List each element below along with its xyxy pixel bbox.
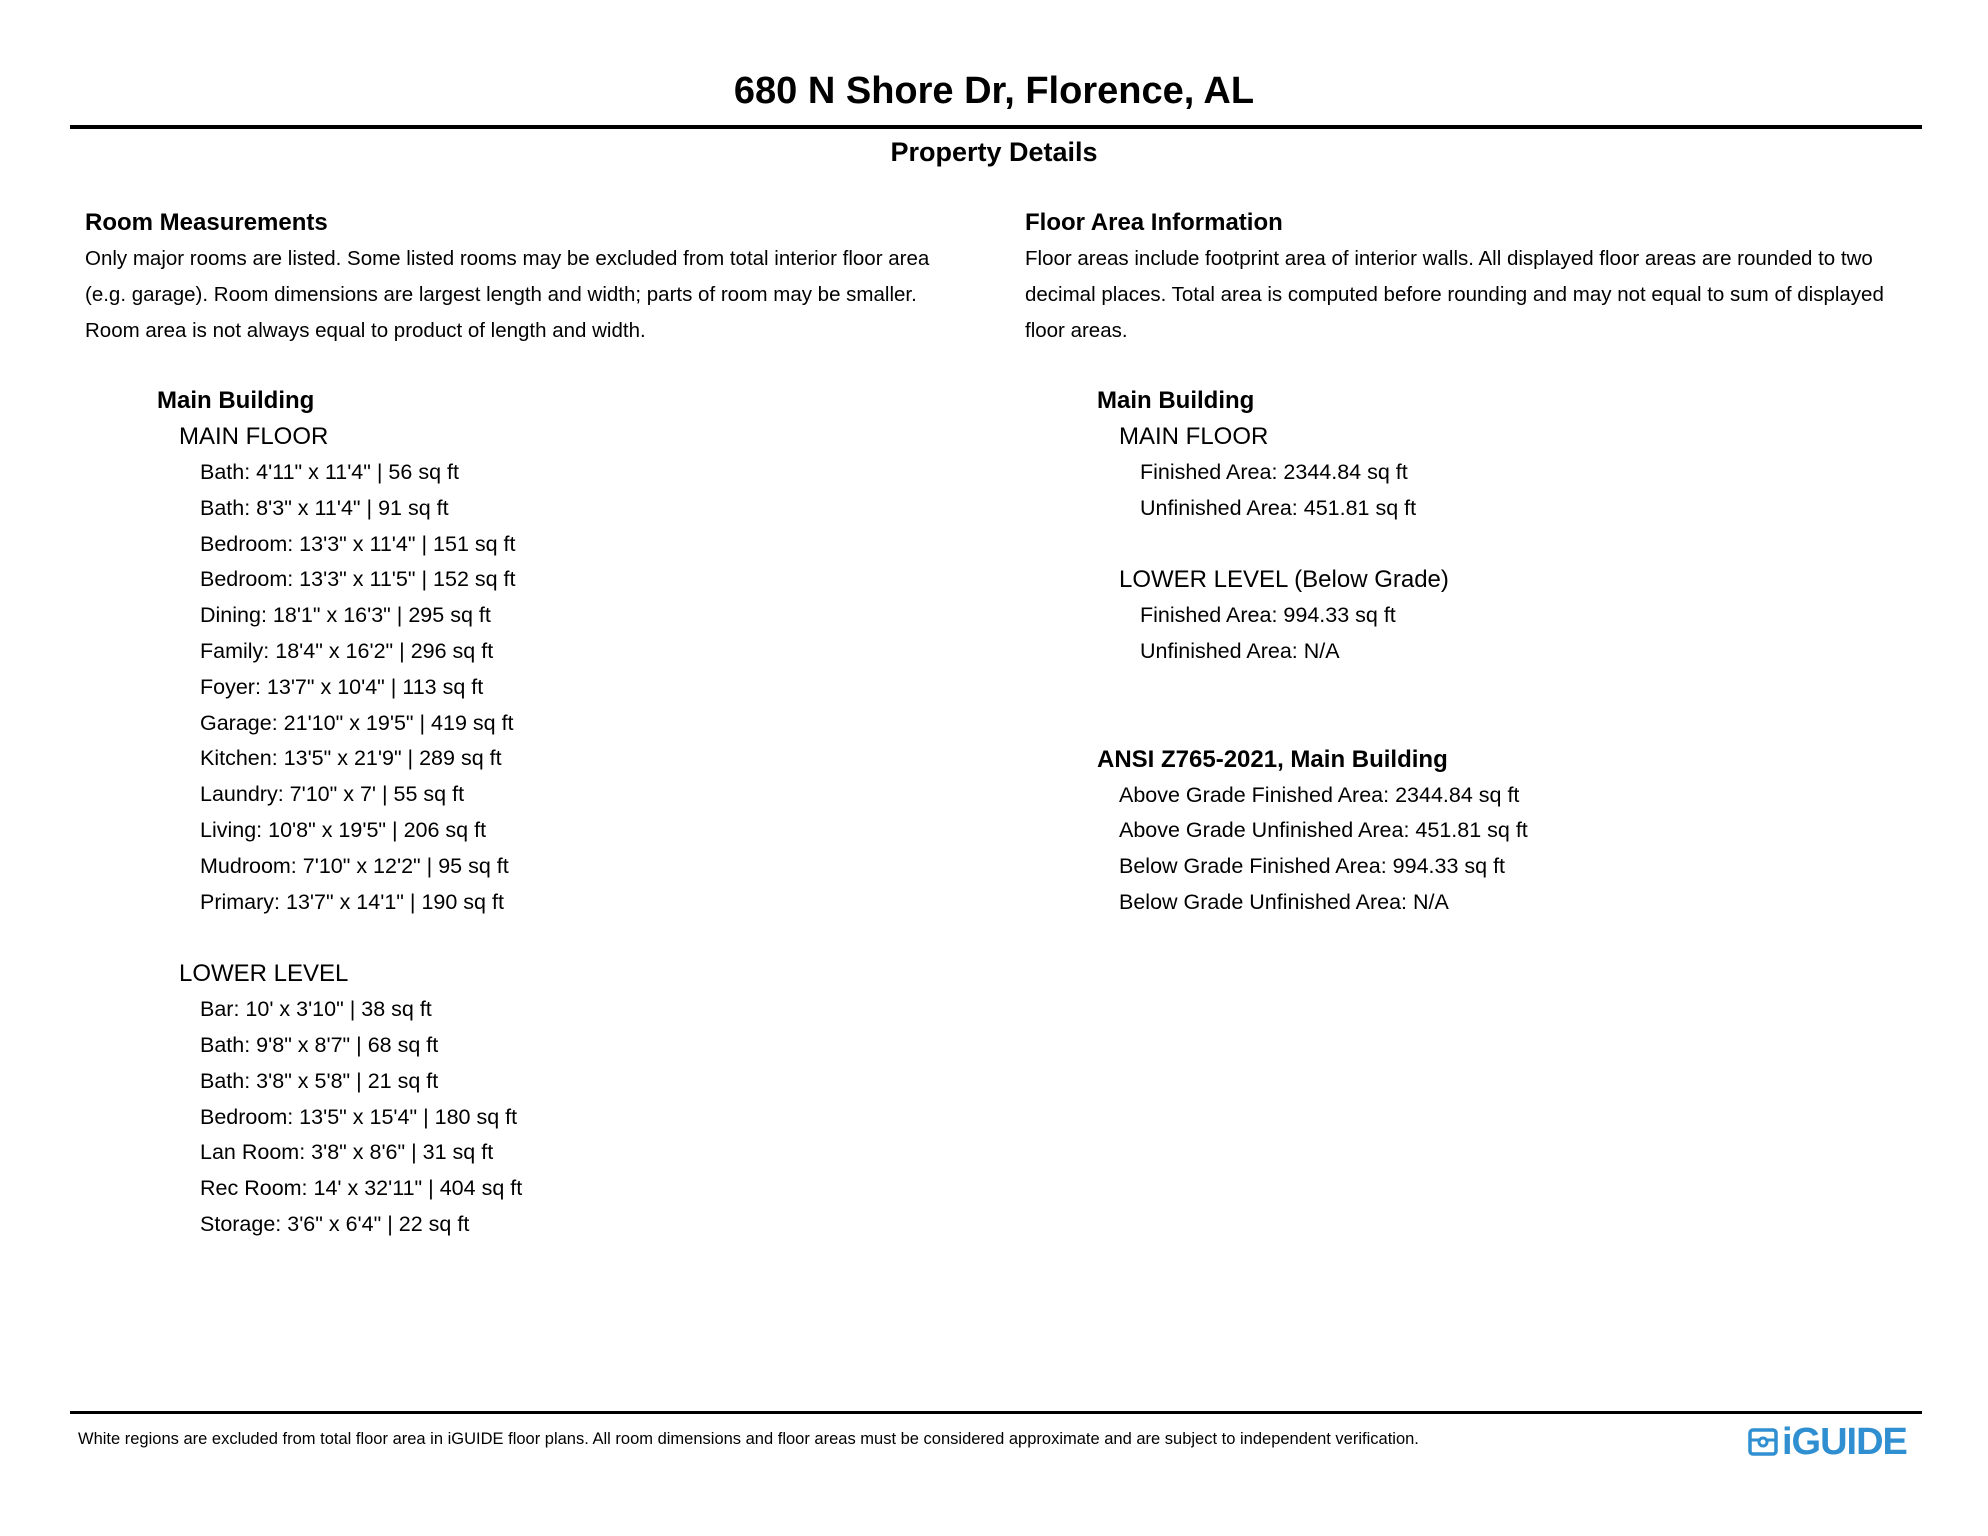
floor-area-heading: Floor Area Information <box>1025 209 1283 236</box>
ansi-item: Below Grade Unfinished Area: N/A <box>1119 889 1449 914</box>
floor-area-description-line: Floor areas include footprint area of interior walls. All displayed floor areas are rounded to two <box>1025 247 1873 270</box>
iguide-logo-icon <box>1748 1427 1782 1457</box>
room-measurements-section <box>85 205 985 1243</box>
spacer <box>85 920 985 956</box>
room-item: Bath: 3'8" x 5'8" | 21 sq ft <box>200 1068 439 1093</box>
room-measurements-description-line: Only major rooms are listed. Some listed rooms may be excluded from total interior floor area <box>85 247 930 270</box>
room-item: Lan Room: 3'8" x 8'6" | 31 sq ft <box>200 1140 494 1165</box>
room-item: Bar: 10' x 3'10" | 38 sq ft <box>200 997 432 1022</box>
room-item: Living: 10'8" x 19'5" | 206 sq ft <box>200 817 487 842</box>
ansi-item: Above Grade Finished Area: 2344.84 sq ft <box>1119 782 1520 807</box>
room-item: Bedroom: 13'3" x 11'5" | 152 sq ft <box>200 567 516 592</box>
room-measurements-description-line: Room area is not always equal to product of length and width. <box>85 319 646 342</box>
room-item: Bath: 8'3" x 11'4" | 91 sq ft <box>200 495 449 520</box>
page-subtitle: Property Details <box>890 137 1098 167</box>
spacer <box>1025 527 1945 563</box>
iguide-logo-text: iGUIDE <box>1782 1421 1907 1463</box>
spacer <box>1025 670 1945 706</box>
building-heading: Main Building <box>1097 387 1255 414</box>
header-divider <box>70 125 1922 129</box>
footer-divider <box>70 1411 1922 1414</box>
room-item: Bedroom: 13'5" x 15'4" | 180 sq ft <box>200 1104 518 1129</box>
area-item: Finished Area: 2344.84 sq ft <box>1140 460 1408 484</box>
room-item: Garage: 21'10" x 19'5" | 419 sq ft <box>200 710 514 735</box>
room-item: Foyer: 13'7" x 10'4" | 113 sq ft <box>200 674 484 699</box>
room-item: Bath: 9'8" x 8'7" | 68 sq ft <box>200 1032 439 1057</box>
room-item: Rec Room: 14' x 32'11" | 404 sq ft <box>200 1176 523 1201</box>
room-item: Bedroom: 13'3" x 11'4" | 151 sq ft <box>200 531 516 556</box>
area-item: Unfinished Area: 451.81 sq ft <box>1140 495 1417 520</box>
floor-area-section <box>1025 205 1945 921</box>
room-item: Laundry: 7'10" x 7' | 55 sq ft <box>200 782 465 807</box>
room-item: Storage: 3'6" x 6'4" | 22 sq ft <box>200 1211 470 1236</box>
area-item: Finished Area: 994.33 sq ft <box>1140 603 1396 628</box>
spacer <box>1025 706 1945 742</box>
level-heading-lower-level: LOWER LEVEL <box>179 960 349 988</box>
room-measurements-heading: Room Measurements <box>85 209 328 236</box>
room-item: Primary: 13'7" x 14'1" | 190 sq ft <box>200 889 504 914</box>
ansi-item: Below Grade Finished Area: 994.33 sq ft <box>1119 854 1506 879</box>
level-heading-main-floor: MAIN FLOOR <box>179 423 329 450</box>
room-item: Family: 18'4" x 16'2" | 296 sq ft <box>200 638 494 663</box>
room-item: Kitchen: 13'5" x 21'9" | 289 sq ft <box>200 746 502 771</box>
iguide-logo <box>1748 1422 1907 1462</box>
level-heading-main-floor: MAIN FLOOR <box>1119 423 1269 450</box>
room-item: Bath: 4'11" x 11'4" | 56 sq ft <box>200 460 459 484</box>
page-title: 680 N Shore Dr, Florence, AL <box>733 70 1255 112</box>
room-measurements-description-line: (e.g. garage). Room dimensions are largest length and width; parts of room may be smaller. <box>85 283 917 306</box>
room-item: Mudroom: 7'10" x 12'2" | 95 sq ft <box>200 853 509 878</box>
room-item: Dining: 18'1" x 16'3" | 295 sq ft <box>200 603 491 628</box>
footer-disclaimer: White regions are excluded from total floor area in iGUIDE floor plans. All room dimensions and floor areas must be considered approximate and are subject to independent verification. <box>78 1430 1419 1448</box>
area-item: Unfinished Area: N/A <box>1140 639 1340 664</box>
ansi-heading: ANSI Z765-2021, Main Building <box>1097 745 1448 773</box>
building-heading: Main Building <box>157 387 315 414</box>
ansi-item: Above Grade Unfinished Area: 451.81 sq ft <box>1119 818 1528 843</box>
floor-area-description-line: decimal places. Total area is computed before rounding and may not equal to sum of displayed <box>1025 283 1884 306</box>
level-heading-lower-level: LOWER LEVEL (Below Grade) <box>1119 566 1449 594</box>
floor-area-description-line: floor areas. <box>1025 319 1128 342</box>
